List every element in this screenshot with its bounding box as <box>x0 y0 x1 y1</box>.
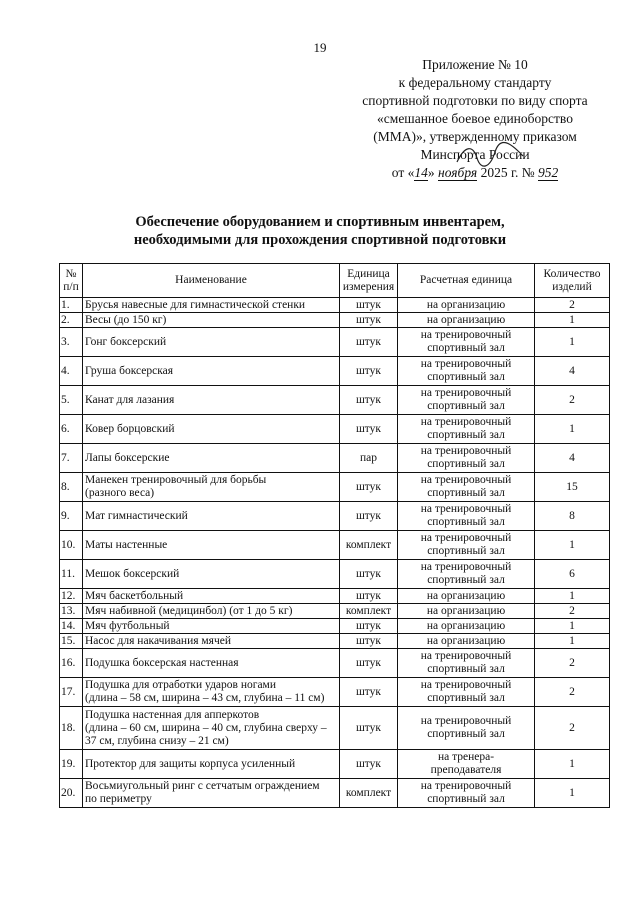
quantity: 2 <box>535 707 610 750</box>
quantity: 1 <box>535 779 610 808</box>
calc-unit: на организацию <box>398 604 535 619</box>
calc-unit: на тренировочный спортивный зал <box>398 560 535 589</box>
item-name: Мешок боксерский <box>83 560 340 589</box>
calc-unit: на тренировочный спортивный зал <box>398 678 535 707</box>
table-row <box>60 649 610 678</box>
item-name: Манекен тренировочный для борьбы (разного веса) <box>83 473 340 502</box>
quantity: 2 <box>535 649 610 678</box>
item-name: Подушка боксерская настенная <box>83 649 340 678</box>
table-row <box>60 473 610 502</box>
unit-of-measure: штук <box>340 560 398 589</box>
date-prefix: от « <box>391 165 415 180</box>
quantity: 1 <box>535 589 610 604</box>
unit-of-measure: штук <box>340 619 398 634</box>
page-number: 19 <box>313 40 327 55</box>
item-name: Груша боксерская <box>83 357 340 386</box>
header-calc: Расчетная единица <box>398 264 535 298</box>
calc-unit: на организацию <box>398 298 535 313</box>
header-unit: Единица измерения <box>340 264 398 298</box>
unit-of-measure: комплект <box>340 531 398 560</box>
item-name: Ковер борцовский <box>83 415 340 444</box>
quantity: 1 <box>535 750 610 779</box>
appendix-line: (ММА)», утвержденному приказом <box>373 129 577 144</box>
item-name: Канат для лазания <box>83 386 340 415</box>
table-row <box>60 328 610 357</box>
title-line: Обеспечение оборудованием и спортивным инвентарем, <box>135 214 505 230</box>
item-name: Мяч набивной (медицинбол) (от 1 до 5 кг) <box>83 604 340 619</box>
unit-of-measure: штук <box>340 415 398 444</box>
table-row <box>60 560 610 589</box>
date-day-handwritten: 14 <box>414 165 428 180</box>
table-row <box>60 707 610 750</box>
calc-unit: на организацию <box>398 589 535 604</box>
date-year: 2025 г. № <box>480 165 535 180</box>
table-row <box>60 313 610 328</box>
table-row <box>60 357 610 386</box>
row-number: 5. <box>60 386 83 415</box>
unit-of-measure: штук <box>340 313 398 328</box>
quantity: 4 <box>535 444 610 473</box>
table-row <box>60 750 610 779</box>
unit-of-measure: комплект <box>340 604 398 619</box>
table-row <box>60 634 610 649</box>
item-name: Подушка для отработки ударов ногами (длина – 58 см, ширина – 43 см, глубина – 11 см) <box>83 678 340 707</box>
table-row <box>60 298 610 313</box>
unit-of-measure: штук <box>340 634 398 649</box>
date-number-handwritten: 952 <box>537 165 559 180</box>
calc-unit: на организацию <box>398 313 535 328</box>
calc-unit: на тренировочный спортивный зал <box>398 649 535 678</box>
calc-unit: на тренировочный спортивный зал <box>398 531 535 560</box>
item-name: Маты настенные <box>83 531 340 560</box>
unit-of-measure: штук <box>340 707 398 750</box>
row-number: 15. <box>60 634 83 649</box>
table-row <box>60 619 610 634</box>
header-name: Наименование <box>83 264 340 298</box>
item-name: Лапы боксерские <box>83 444 340 473</box>
equipment-table <box>59 263 610 808</box>
row-number: 6. <box>60 415 83 444</box>
item-name: Гонг боксерский <box>83 328 340 357</box>
calc-unit: на тренировочный спортивный зал <box>398 386 535 415</box>
quantity: 2 <box>535 678 610 707</box>
signature-mark <box>455 140 525 174</box>
quantity: 1 <box>535 619 610 634</box>
header-num: № п/п <box>60 264 83 298</box>
appendix-line: к федеральному стандарту <box>398 75 552 90</box>
calc-unit: на тренера- преподавателя <box>398 750 535 779</box>
table-row <box>60 779 610 808</box>
unit-of-measure: пар <box>340 444 398 473</box>
appendix-line: Приложение № 10 <box>422 57 528 72</box>
quantity: 1 <box>535 313 610 328</box>
row-number: 17. <box>60 678 83 707</box>
row-number: 8. <box>60 473 83 502</box>
table-row <box>60 531 610 560</box>
item-name: Мяч футбольный <box>83 619 340 634</box>
item-name: Брусья навесные для гимнастической стенки <box>83 298 340 313</box>
row-number: 10. <box>60 531 83 560</box>
unit-of-measure: штук <box>340 328 398 357</box>
calc-unit: на организацию <box>398 619 535 634</box>
table-row <box>60 444 610 473</box>
table-row <box>60 604 610 619</box>
unit-of-measure: штук <box>340 357 398 386</box>
appendix-line: Минспорта России <box>420 147 530 162</box>
quantity: 2 <box>535 386 610 415</box>
quantity: 8 <box>535 502 610 531</box>
item-name: Подушка настенная для апперкотов (длина – 60 см, ширина – 40 см, глубина сверху – 37 см, глубина снизу – 21 см) <box>83 707 340 750</box>
row-number: 2. <box>60 313 83 328</box>
unit-of-measure: комплект <box>340 779 398 808</box>
quantity: 4 <box>535 357 610 386</box>
quantity: 15 <box>535 473 610 502</box>
quantity: 1 <box>535 415 610 444</box>
row-number: 14. <box>60 619 83 634</box>
unit-of-measure: штук <box>340 473 398 502</box>
calc-unit: на организацию <box>398 634 535 649</box>
table-row <box>60 415 610 444</box>
row-number: 19. <box>60 750 83 779</box>
item-name: Мяч баскетбольный <box>83 589 340 604</box>
calc-unit: на тренировочный спортивный зал <box>398 502 535 531</box>
calc-unit: на тренировочный спортивный зал <box>398 707 535 750</box>
calc-unit: на тренировочный спортивный зал <box>398 779 535 808</box>
row-number: 18. <box>60 707 83 750</box>
item-name: Восьмиугольный ринг с сетчатым ограждением по периметру <box>83 779 340 808</box>
item-name: Мат гимнастический <box>83 502 340 531</box>
row-number: 1. <box>60 298 83 313</box>
quantity: 2 <box>535 604 610 619</box>
table-header-row <box>60 264 610 298</box>
calc-unit: на тренировочный спортивный зал <box>398 328 535 357</box>
quantity: 1 <box>535 531 610 560</box>
row-number: 3. <box>60 328 83 357</box>
quantity: 2 <box>535 298 610 313</box>
quantity: 1 <box>535 634 610 649</box>
row-number: 7. <box>60 444 83 473</box>
unit-of-measure: штук <box>340 298 398 313</box>
appendix-line: «смешанное боевое единоборство <box>377 111 573 126</box>
calc-unit: на тренировочный спортивный зал <box>398 444 535 473</box>
signature-icon <box>455 140 525 170</box>
unit-of-measure: штук <box>340 678 398 707</box>
quantity: 6 <box>535 560 610 589</box>
header-qty: Количество изделий <box>535 264 610 298</box>
date-month-handwritten: ноября <box>438 165 478 180</box>
calc-unit: на тренировочный спортивный зал <box>398 415 535 444</box>
unit-of-measure: штук <box>340 386 398 415</box>
title-line: необходимыми для прохождения спортивной подготовки <box>133 232 507 248</box>
table-row <box>60 502 610 531</box>
row-number: 11. <box>60 560 83 589</box>
appendix-line: спортивной подготовки по виду спорта <box>362 93 588 108</box>
row-number: 4. <box>60 357 83 386</box>
item-name: Насос для накачивания мячей <box>83 634 340 649</box>
date-mid: » <box>427 165 435 180</box>
calc-unit: на тренировочный спортивный зал <box>398 473 535 502</box>
quantity: 1 <box>535 328 610 357</box>
table-row <box>60 589 610 604</box>
row-number: 12. <box>60 589 83 604</box>
unit-of-measure: штук <box>340 589 398 604</box>
row-number: 20. <box>60 779 83 808</box>
unit-of-measure: штук <box>340 750 398 779</box>
item-name: Весы (до 150 кг) <box>83 313 340 328</box>
unit-of-measure: штук <box>340 649 398 678</box>
document-title <box>0 213 640 249</box>
table-row <box>60 386 610 415</box>
unit-of-measure: штук <box>340 502 398 531</box>
row-number: 9. <box>60 502 83 531</box>
item-name: Протектор для защиты корпуса усиленный <box>83 750 340 779</box>
calc-unit: на тренировочный спортивный зал <box>398 357 535 386</box>
table-row <box>60 678 610 707</box>
row-number: 13. <box>60 604 83 619</box>
row-number: 16. <box>60 649 83 678</box>
